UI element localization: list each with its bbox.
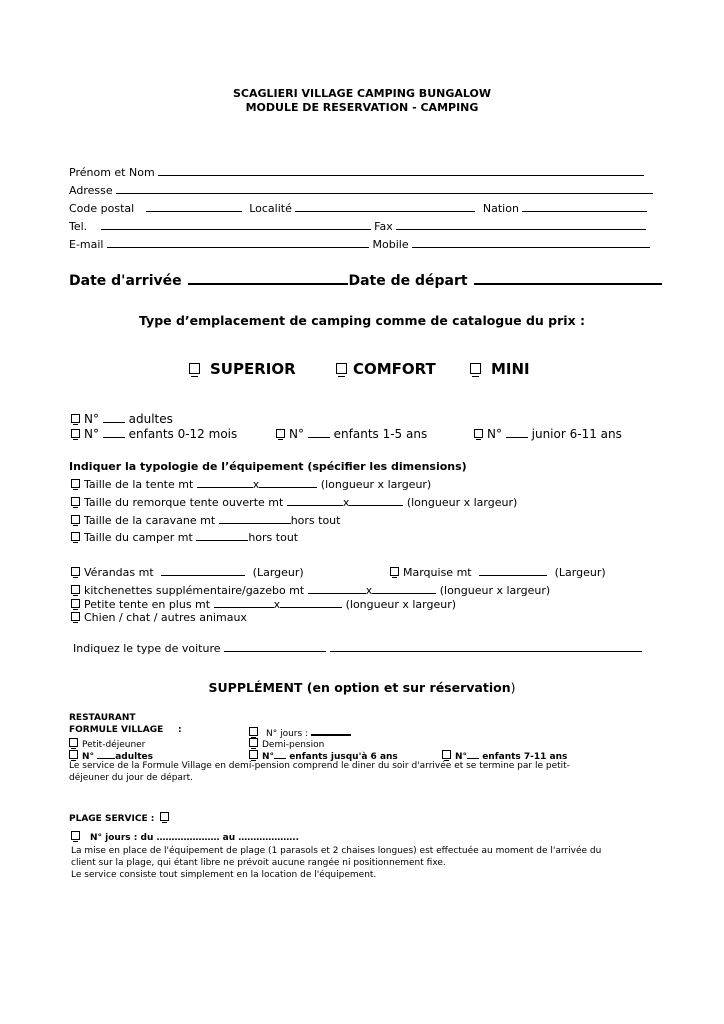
fax-label: Fax	[374, 220, 393, 233]
caravan-field[interactable]	[219, 514, 291, 524]
locality-label: Localité	[249, 202, 292, 215]
address-row	[69, 184, 653, 197]
tel-field[interactable]	[101, 220, 371, 230]
camper-suffix: hors tout	[248, 531, 299, 544]
beach-days-row	[71, 831, 299, 843]
rest-children7-checkbox[interactable]	[442, 750, 451, 759]
pets-row	[71, 611, 247, 624]
camper-checkbox[interactable]	[71, 532, 80, 541]
postal-field[interactable]	[146, 202, 242, 212]
marquise-checkbox[interactable]	[390, 567, 399, 576]
beach-note-2: client sur la plage, qui étant libre ne prévoit aucune rangée ni positionnement fixe.	[71, 858, 446, 868]
beach-title: PLAGE SERVICE :	[69, 814, 155, 824]
pitch-heading: Type d’emplacement de camping comme de catalogue du prix :	[139, 313, 585, 328]
days-checkbox[interactable]	[249, 727, 258, 736]
junior-field[interactable]	[506, 428, 528, 438]
tent-label: Taille de la tente mt	[84, 478, 194, 491]
rest-adults-label: adultes	[115, 752, 153, 762]
children-0-12m-group	[71, 427, 237, 441]
children-0-12m-suffix: enfants 0-12 mois	[128, 427, 238, 441]
name-field[interactable]	[158, 166, 644, 176]
address-label: Adresse	[69, 184, 113, 197]
mini-checkbox[interactable]	[470, 363, 481, 374]
children-1-5-checkbox[interactable]	[276, 429, 285, 438]
adults-field[interactable]	[103, 413, 125, 423]
caravan-checkbox[interactable]	[71, 515, 80, 524]
supplement-heading-close: )	[510, 680, 516, 695]
breakfast-checkbox[interactable]	[69, 738, 78, 747]
veranda-dims: (Largeur)	[252, 566, 304, 579]
days-label: N° jours :	[266, 729, 309, 739]
rest-adults-checkbox[interactable]	[69, 750, 78, 759]
tel-label: Tel.	[69, 220, 88, 233]
junior-suffix: junior 6-11 ans	[531, 427, 622, 441]
fax-field[interactable]	[396, 220, 646, 230]
beach-days-checkbox[interactable]	[71, 831, 80, 840]
pets-label: Chien / chat / autres animaux	[84, 611, 247, 624]
children-1-5-group	[276, 427, 427, 441]
kitchenette-checkbox[interactable]	[71, 585, 80, 594]
car-row	[73, 642, 642, 655]
form-subtitle: MODULE DE RESERVATION - CAMPING	[245, 101, 479, 114]
rest-children6-checkbox[interactable]	[249, 750, 258, 759]
rest-adults-prefix: N°	[82, 752, 95, 762]
beach-days-label: N° jours : du ………………… au ………………..	[90, 833, 300, 843]
kitchenette-label: kitchenettes supplémentaire/gazebo mt	[84, 584, 305, 597]
rest-children6-prefix: N°	[262, 752, 275, 762]
beach-note-1: La mise en place de l'équipement de plage (1 parasols et 2 chaises longues) est effectuée au moment de l'arrivée du	[71, 846, 602, 856]
equipment-heading: Indiquer la typologie de l’équipement (spécifier les dimensions)	[69, 460, 467, 473]
rest-children7-field[interactable]	[467, 749, 479, 759]
option-comfort[interactable]	[336, 360, 436, 378]
departure-field[interactable]	[474, 272, 662, 285]
tent-checkbox[interactable]	[71, 479, 80, 488]
postal-label: Code postal	[69, 202, 135, 215]
nation-label: Nation	[482, 202, 519, 215]
arrival-field[interactable]	[188, 272, 348, 285]
rest-children6-field[interactable]	[274, 749, 286, 759]
trailer-row	[71, 496, 517, 509]
supplement-heading	[0, 680, 724, 695]
trailer-x: x	[342, 496, 350, 509]
small-tent-checkbox[interactable]	[71, 599, 80, 608]
restaurant-title: RESTAURANT	[69, 713, 136, 723]
children-0-12m-prefix: N°	[84, 427, 99, 441]
camper-row	[71, 531, 298, 544]
adults-prefix: N°	[84, 412, 99, 426]
comfort-checkbox[interactable]	[336, 363, 347, 374]
junior-group	[474, 427, 622, 441]
veranda-label: Vérandas mt	[84, 566, 154, 579]
beach-note-3: Le service consiste tout simplement en la location de l'équipement.	[71, 870, 377, 880]
departure-label: Date de départ	[348, 273, 468, 289]
option-mini[interactable]	[470, 360, 530, 378]
rest-adults-field[interactable]	[97, 749, 115, 759]
locality-field[interactable]	[295, 202, 475, 212]
camper-label: Taille du camper mt	[84, 531, 193, 544]
mini-label: MINI	[491, 360, 530, 378]
trailer-width-field[interactable]	[349, 496, 403, 506]
marquise-dims: (Largeur)	[554, 566, 606, 579]
superior-checkbox[interactable]	[189, 363, 200, 374]
children-0-12m-checkbox[interactable]	[71, 429, 80, 438]
car-detail-field[interactable]	[330, 642, 642, 652]
address-field[interactable]	[116, 184, 653, 194]
trailer-length-field[interactable]	[287, 496, 343, 506]
kitchenette-x: x	[365, 584, 373, 597]
option-superior[interactable]	[189, 360, 296, 378]
small-tent-label: Petite tente en plus mt	[84, 598, 211, 611]
mobile-field[interactable]	[412, 238, 650, 248]
nation-field[interactable]	[522, 202, 647, 212]
children-1-5-field[interactable]	[308, 428, 330, 438]
car-type-field[interactable]	[224, 642, 326, 652]
tent-width-field[interactable]	[259, 478, 317, 488]
caravan-label: Taille de la caravane mt	[84, 514, 216, 527]
children-1-5-suffix: enfants 1-5 ans	[333, 427, 428, 441]
kitchenette-dims: (longueur x largeur)	[439, 584, 551, 597]
restaurant-note-1: Le service de la Formule Village en demi-pension comprend le diner du soir d'arrivée et se termine par le petit-	[69, 761, 570, 771]
small-tent-length-field[interactable]	[214, 598, 274, 608]
mobile-label: Mobile	[372, 238, 409, 251]
rest-children6-label: enfants jusqu'à 6 ans	[289, 752, 398, 762]
email-row	[69, 238, 650, 251]
caravan-suffix: hors tout	[290, 514, 341, 527]
pets-checkbox[interactable]	[71, 612, 80, 621]
junior-checkbox[interactable]	[474, 429, 483, 438]
tent-x: x	[252, 478, 260, 491]
veranda-checkbox[interactable]	[71, 567, 80, 576]
days-row	[249, 725, 351, 739]
restaurant-note-2: déjeuner du jour de départ.	[69, 773, 194, 783]
beach-checkbox[interactable]	[160, 812, 169, 821]
postal-row	[69, 202, 647, 215]
adults-row	[71, 412, 173, 426]
formule-village-label: FORMULE VILLAGE	[69, 725, 164, 735]
formule-colon: :	[178, 725, 182, 735]
veranda-group	[71, 566, 304, 579]
children-1-5-prefix: N°	[289, 427, 304, 441]
name-label: Prénom et Nom	[69, 166, 155, 179]
tent-length-field[interactable]	[197, 478, 253, 488]
kitchenette-row	[71, 584, 550, 597]
form-title: SCAGLIERI VILLAGE CAMPING BUNGALOW	[233, 87, 491, 100]
comfort-label: COMFORT	[353, 360, 436, 378]
small-tent-dims: (longueur x largeur)	[345, 598, 457, 611]
caravan-row	[71, 514, 340, 527]
trailer-dims: (longueur x largeur)	[406, 496, 518, 509]
supplement-heading-text: SUPPLÉMENT (en option et sur réservation	[208, 680, 511, 695]
rest-children7-prefix: N°	[455, 752, 468, 762]
small-tent-x: x	[273, 598, 281, 611]
rest-children7-label: enfants 7-11 ans	[482, 752, 568, 762]
superior-label: SUPERIOR	[210, 360, 296, 378]
car-label: Indiquez le type de voiture	[73, 642, 221, 655]
adults-checkbox[interactable]	[71, 414, 80, 423]
breakfast-label: Petit-déjeuner	[82, 740, 146, 750]
arrival-label: Date d'arrivée	[69, 273, 182, 289]
marquise-field[interactable]	[479, 566, 547, 576]
tent-dims: (longueur x largeur)	[320, 478, 432, 491]
camper-field[interactable]	[196, 531, 248, 541]
small-tent-width-field[interactable]	[280, 598, 342, 608]
trailer-label: Taille du remorque tente ouverte mt	[84, 496, 284, 509]
children-0-12m-field[interactable]	[103, 428, 125, 438]
beach-row	[69, 812, 173, 824]
trailer-checkbox[interactable]	[71, 497, 80, 506]
tent-row	[71, 478, 431, 491]
half-board-checkbox[interactable]	[249, 738, 258, 747]
dates-row	[69, 272, 662, 289]
email-label: E-mail	[69, 238, 104, 251]
adults-suffix: adultes	[128, 412, 173, 426]
name-row	[69, 166, 644, 179]
junior-prefix: N°	[487, 427, 502, 441]
tel-row	[69, 220, 646, 233]
small-tent-row	[71, 598, 456, 611]
kitchenette-width-field[interactable]	[372, 584, 436, 594]
marquise-group	[390, 566, 606, 579]
days-field[interactable]	[311, 725, 351, 736]
marquise-label: Marquise mt	[403, 566, 472, 579]
half-board-label: Demi-pension	[262, 740, 325, 750]
veranda-field[interactable]	[161, 566, 245, 576]
email-field[interactable]	[107, 238, 369, 248]
kitchenette-length-field[interactable]	[308, 584, 366, 594]
